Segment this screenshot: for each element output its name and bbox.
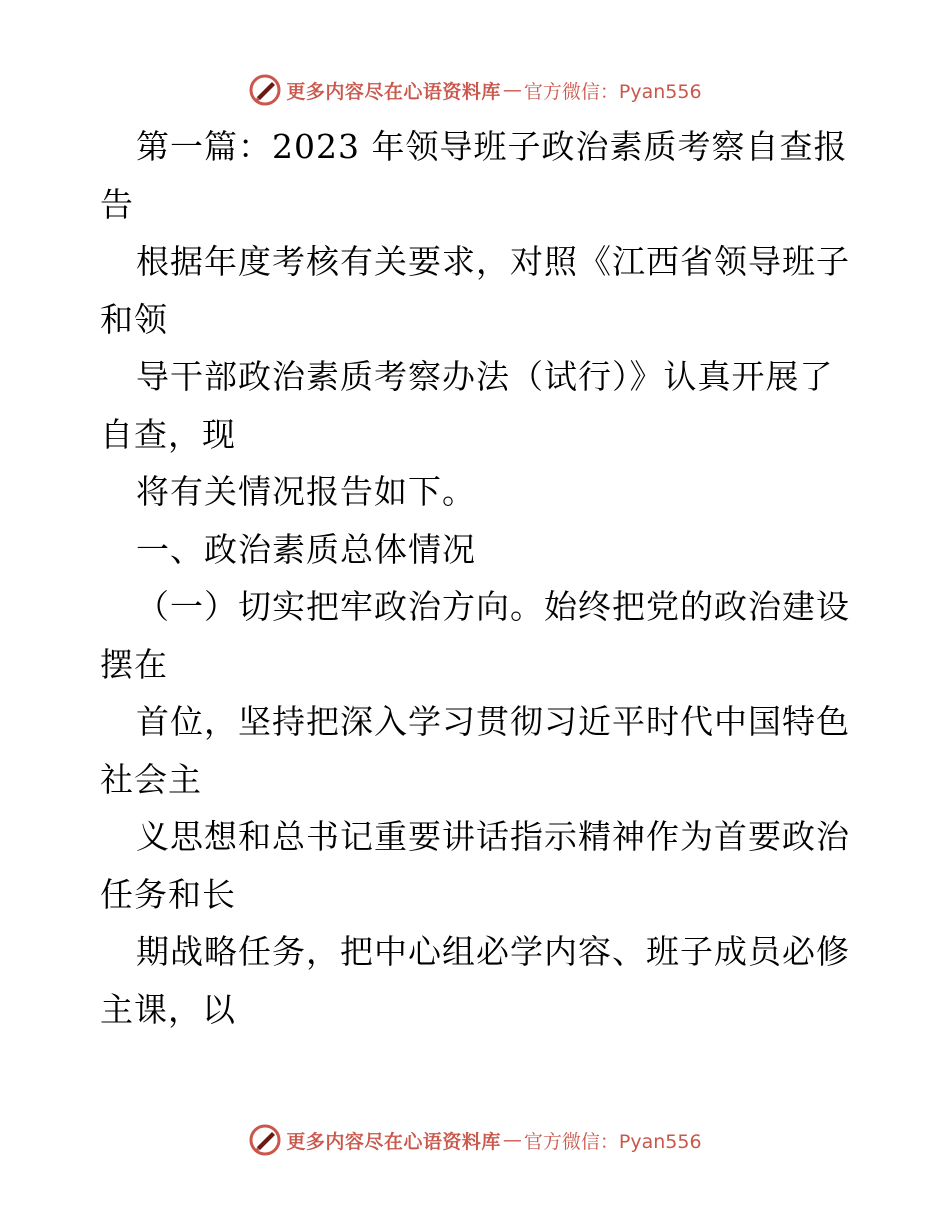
watermark-main-text: 更多内容尽在心语资料库 [286,80,501,103]
watermark-dash: — [502,1129,522,1151]
watermark-banner-top [0,70,950,110]
text-line: 和领 [100,299,168,339]
text-line: 根据年度考核有关要求，对照《江西省领导班子 [136,242,850,281]
logo-icon [248,1123,282,1157]
text-line: 任务和长 [100,874,236,914]
text-line: 导干部政治素质考察办法（试行）》认真开展了 [136,357,834,396]
text-line: 社会主 [100,759,202,799]
text-line: 将有关情况报告如下。 [136,472,476,511]
watermark-main-text: 更多内容尽在心语资料库 [286,1130,501,1153]
text-line: 首位，坚持把深入学习贯彻习近平时代中国特色 [136,702,850,741]
logo-icon [248,73,282,107]
watermark-dash: — [502,79,522,101]
text-line: 自查，现 [100,414,236,454]
text-line: 摆在 [100,644,168,684]
watermark-sub-text: 官方微信：Pyan556 [523,1130,702,1153]
text-line: （一）切实把牢政治方向。始终把党的政治建设 [136,587,850,626]
text-line: 义思想和总书记重要讲话指示精神作为首要政治 [136,817,850,856]
watermark-banner-bottom [0,1120,950,1160]
text-line: 主课，以 [100,989,236,1029]
watermark-sub-text: 官方微信：Pyan556 [523,80,702,103]
text-line: 第一篇：2023 年领导班子政治素质考察自查报 [136,127,848,166]
document-body [100,118,860,1038]
text-line: 期战略任务，把中心组必学内容、班子成员必修 [136,932,850,971]
text-line: 告 [100,184,134,224]
text-line: 一、政治素质总体情况 [136,529,476,569]
